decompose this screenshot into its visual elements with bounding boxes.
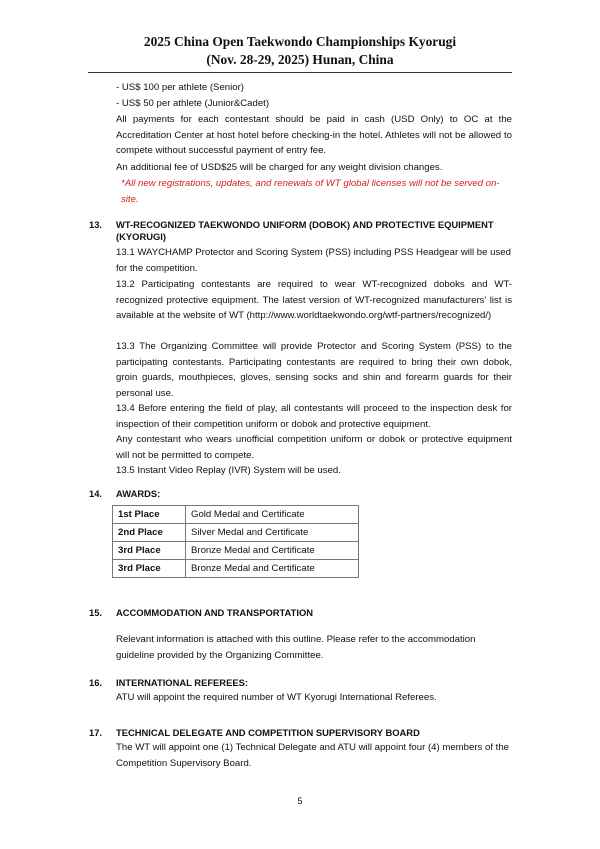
section-16-title: INTERNATIONAL REFEREES: [116,677,248,688]
license-note: *All new registrations, updates, and renewals of WT global licenses will not be served on-site. [121,178,500,205]
section-14-title: AWARDS: [116,488,161,499]
section-15-title: ACCOMMODATION AND TRANSPORTATION [116,607,314,618]
table-row [113,524,359,542]
section-13-number: 13. [89,219,103,230]
section-13-5: 13.5 Instant Video Replay (IVR) System will be used. [116,465,341,476]
award-place: 3rd Place [113,560,186,578]
award-prize: Bronze Medal and Certificate [186,542,359,560]
section-17-text: The WT will appoint one (1) Technical Delegate and ATU will appoint four (4) members of the Competition Supervisory Board. [116,742,510,769]
header-divider [88,72,512,73]
section-17-title: TECHNICAL DELEGATE AND COMPETITION SUPERVISORY BOARD [116,727,420,738]
award-prize: Gold Medal and Certificate [186,506,359,524]
section-17-number: 17. [89,727,103,738]
section-13-3: 13.3 The Organizing Committee will provide Protector and Scoring System (PSS) to the participating contestants. Participating contestants are required to bring their own dobok, groin guards, mouthpieces, gloves, sensing socks and shin and forearm guards for their personal use. [116,341,512,399]
table-row [113,506,359,524]
section-13-4-note: Any contestant who wears unofficial competition uniform or dobok or protective equipment will not be permitted to compete. [116,434,512,461]
document-title: 2025 China Open Taekwondo Championships Kyorugi [143,34,457,49]
payment-paragraph: All payments for each contestant should be paid in cash (USD Only) to OC at the Accreditation Center at host hotel before checking-in the hotel. Athletes will not be allowed to compete without successful payment of entry fee. [116,114,512,157]
award-place: 2nd Place [113,524,186,542]
section-14-number: 14. [89,488,103,499]
section-15-text: Relevant information is attached with this outline. Please refer to the accommodation guideline provided by the Organizing Committee. [116,634,476,661]
page-number: 5 [297,796,303,806]
weight-change-fee: An additional fee of USD$25 will be charged for any weight division changes. [116,162,443,173]
section-16-text: ATU will appoint the required number of WT Kyorugi International Referees. [116,692,437,703]
section-13-2: 13.2 Participating contestants are required to wear WT-recognized doboks and WT-recognized protective equipment. The latest version of WT-recognized manufacturers’ list is available at the website of WT (http://www.worldtaekwondo.org/wtf-partners/recognized/) [116,279,512,322]
award-prize: Bronze Medal and Certificate [186,560,359,578]
table-row [113,560,359,578]
section-13-1: 13.1 WAYCHAMP Protector and Scoring System (PSS) including PSS Headgear will be used for the competition. [116,247,511,274]
section-13-4: 13.4 Before entering the field of play, all contestants will proceed to the inspection desk for inspection of their competition uniform or dobok and protective equipment. [116,403,512,430]
section-15-number: 15. [89,607,103,618]
section-13-title: WT-RECOGNIZED TAEKWONDO UNIFORM (DOBOK) AND PROTECTIVE EQUIPMENT (KYORUGI) [116,219,494,242]
award-prize: Silver Medal and Certificate [186,524,359,542]
section-16-number: 16. [89,677,103,688]
fee-junior: - US$ 50 per athlete (Junior&Cadet) [116,98,270,109]
document-subtitle: (Nov. 28-29, 2025) Hunan, China [206,52,394,67]
table-row [113,542,359,560]
award-place: 3rd Place [113,542,186,560]
awards-table [112,505,359,578]
fee-senior: - US$ 100 per athlete (Senior) [116,82,244,93]
award-place: 1st Place [113,506,186,524]
